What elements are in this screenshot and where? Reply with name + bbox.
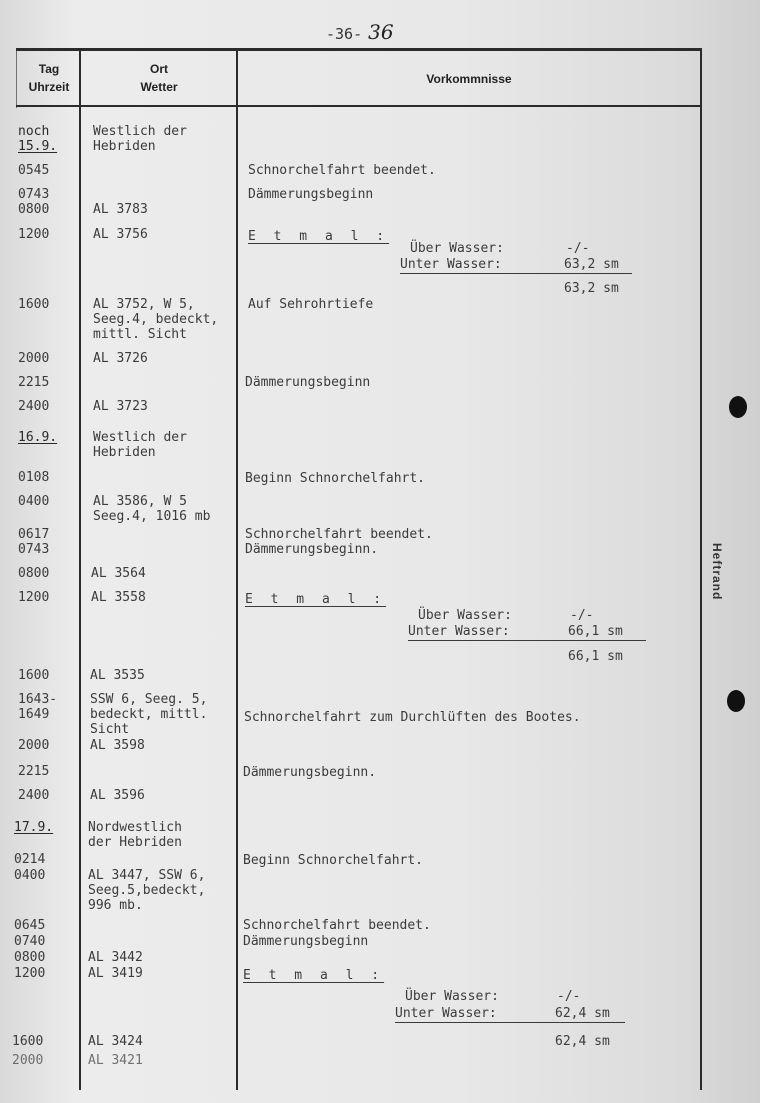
entry-place: bedeckt, mittl. [90, 707, 208, 722]
entry-time: 2400 [18, 788, 50, 803]
entry-place: AL 3598 [90, 738, 145, 753]
column-divider-2 [236, 50, 238, 1090]
entry-date-15-9: 15.9. [18, 139, 58, 154]
entry-time: 2215 [18, 375, 50, 390]
entry-place: Nordwestlich [88, 820, 182, 835]
header-bottom-rule [16, 105, 702, 107]
right-edge-line [700, 50, 702, 1090]
entry-event: Beginn Schnorchelfahrt. [245, 471, 426, 486]
punch-hole-top [729, 396, 747, 418]
entry-event: Dämmerungsbeginn. [243, 765, 377, 780]
punch-hole-bottom [727, 690, 745, 712]
entry-time: 2000 [18, 351, 50, 366]
unter-wasser-label: Unter Wasser: [408, 624, 510, 639]
entry-place: AL 3447, SSW 6, [88, 868, 206, 883]
entry-place: AL 3586, W 5 [93, 494, 187, 509]
header-vorkommnisse: Vorkommnisse [426, 72, 512, 86]
etmal-sum-rule [395, 1022, 625, 1023]
entry-time: 0800 [14, 950, 46, 965]
entry-place: Sicht [90, 722, 130, 737]
entry-place: 996 mb. [88, 898, 143, 913]
etmal-total: 62,4 sm [555, 1034, 610, 1049]
entry-time: 0800 [18, 566, 50, 581]
entry-event: Dämmerungsbeginn [243, 934, 369, 949]
header-tag-uhrzeit: Tag Uhrzeit [28, 62, 70, 94]
etmal-sum-rule [400, 273, 632, 274]
unter-wasser-value: 62,4 sm [555, 1006, 610, 1021]
entry-time: 0108 [18, 470, 50, 485]
entry-place: SSW 6, Seeg. 5, [90, 692, 208, 707]
entry-time: 1600 [18, 297, 50, 312]
entry-place: Seeg.4, 1016 mb [93, 509, 211, 524]
entry-event: Beginn Schnorchelfahrt. [243, 853, 424, 868]
entry-time: 0743 [18, 187, 50, 202]
ueber-wasser-value: -/- [570, 608, 594, 623]
entry-place: AL 3424 [88, 1034, 143, 1049]
entry-place: AL 3756 [93, 227, 148, 242]
ueber-wasser-value: -/- [557, 989, 581, 1004]
entry-place: Seeg.5,bedeckt, [88, 883, 206, 898]
entry-place: Seeg.4, bedeckt, [93, 312, 219, 327]
ueber-wasser-label: Über Wasser: [410, 241, 504, 256]
entry-place: Westlich der [93, 430, 187, 445]
entry-time: 1200 [18, 590, 50, 605]
entry-event: Auf Sehrohrtiefe [248, 297, 374, 312]
unter-wasser-value: 63,2 sm [564, 257, 619, 272]
entry-event: Schnorchelfahrt beendet. [248, 163, 436, 178]
header-ort-wetter: Ort Wetter [140, 62, 178, 94]
entry-place: AL 3752, W 5, [93, 297, 195, 312]
entry-place: AL 3535 [90, 668, 145, 683]
entry-time: 2215 [18, 764, 50, 779]
column-divider-1 [79, 50, 81, 1090]
etmal-sum-rule [408, 640, 646, 641]
etmal-total: 63,2 sm [564, 281, 619, 296]
etmal-label: E t m a l : [248, 229, 390, 244]
entry-place: AL 3558 [91, 590, 146, 605]
entry-time: 1600 [18, 668, 50, 683]
entry-time-noch: noch [18, 124, 50, 139]
table-top-rule [16, 48, 702, 51]
entry-time: 1649 [18, 707, 50, 722]
entry-time: 1200 [14, 966, 46, 981]
ueber-wasser-label: Über Wasser: [418, 608, 512, 623]
unter-wasser-label: Unter Wasser: [400, 257, 502, 272]
entry-time: 0617 [18, 527, 50, 542]
entry-date-17-9: 17.9. [14, 820, 54, 835]
entry-time: 1600 [12, 1034, 44, 1049]
entry-place: AL 3421 [88, 1053, 143, 1068]
entry-place: AL 3726 [93, 351, 148, 366]
page-number: -36- 36 [326, 20, 394, 44]
entry-time: 0645 [14, 918, 46, 933]
entry-event: Dämmerungsbeginn. [245, 542, 379, 557]
etmal-total: 66,1 sm [568, 649, 623, 664]
entry-time: 1643- [18, 692, 58, 707]
entry-place: AL 3419 [88, 966, 143, 981]
entry-event: Dämmerungsbeginn [248, 187, 374, 202]
entry-event: Schnorchelfahrt beendet. [243, 918, 431, 933]
entry-time: 0400 [18, 494, 50, 509]
entry-place: Westlich der [93, 124, 187, 139]
entry-place: Hebriden [93, 445, 156, 460]
heftrand-margin-label: Heftrand [710, 543, 724, 601]
unter-wasser-value: 66,1 sm [568, 624, 623, 639]
ueber-wasser-label: Über Wasser: [405, 989, 499, 1004]
entry-place: mittl. Sicht [93, 327, 187, 342]
entry-event: Dämmerungsbeginn [245, 375, 371, 390]
etmal-label: E t m a l : [243, 968, 385, 983]
etmal-label: E t m a l : [245, 592, 387, 607]
entry-time: 0214 [14, 852, 46, 867]
handwritten-page-number: 36 [368, 20, 394, 44]
entry-place: AL 3564 [91, 566, 146, 581]
entry-time: 2000 [18, 738, 50, 753]
entry-place: Hebriden [93, 139, 156, 154]
entry-time: 2400 [18, 399, 50, 414]
entry-time: 0740 [14, 934, 46, 949]
entry-time: 0545 [18, 163, 50, 178]
unter-wasser-label: Unter Wasser: [395, 1006, 497, 1021]
entry-place: AL 3723 [93, 399, 148, 414]
entry-event: Schnorchelfahrt zum Durchlüften des Bootes. [244, 710, 581, 725]
left-edge-line [16, 48, 17, 108]
entry-place: AL 3596 [90, 788, 145, 803]
ueber-wasser-value: -/- [566, 241, 590, 256]
entry-event: Schnorchelfahrt beendet. [245, 527, 433, 542]
entry-time: 2000 [12, 1053, 44, 1068]
entry-date-16-9: 16.9. [18, 430, 58, 445]
entry-place: der Hebriden [88, 835, 182, 850]
entry-place: AL 3442 [88, 950, 143, 965]
entry-time: 0400 [14, 868, 46, 883]
entry-time: 0800 [18, 202, 50, 217]
entry-time: 1200 [18, 227, 50, 242]
entry-place: AL 3783 [93, 202, 148, 217]
entry-time: 0743 [18, 542, 50, 557]
